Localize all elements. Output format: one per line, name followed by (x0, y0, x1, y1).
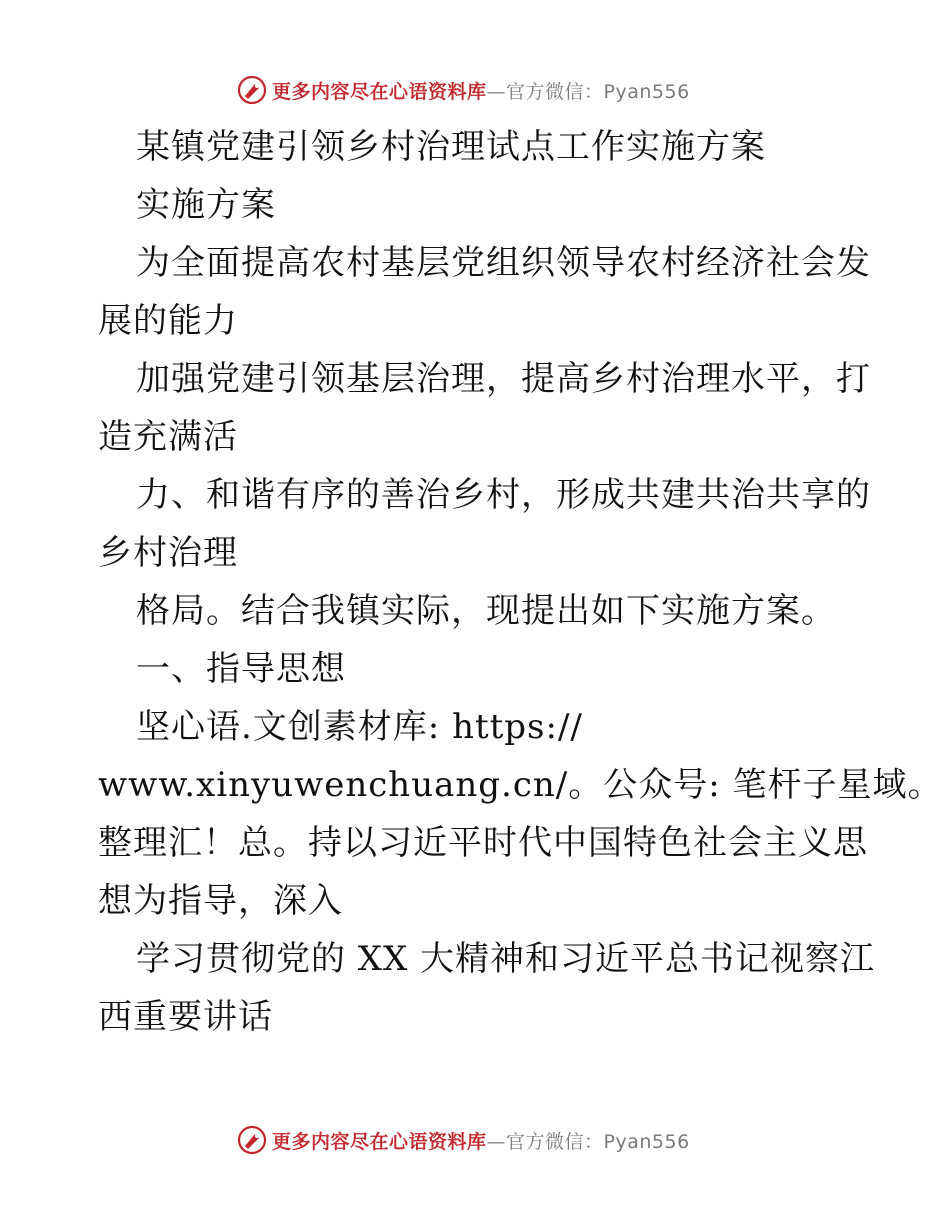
header-watermark (236, 73, 716, 107)
text-line: 西重要讲话 (98, 997, 273, 1037)
watermark-text: 更多内容尽在心语资料库—官方微信：Pyan556 (272, 80, 690, 103)
text-line: 实施方案 (136, 185, 276, 225)
text-line: 力、和谐有序的善治乡村，形成共建共治共享的 (136, 475, 871, 515)
text-line: 格局。结合我镇实际，现提出如下实施方案。 (136, 591, 836, 631)
footer-watermark (236, 1123, 716, 1157)
text-line: 某镇党建引领乡村治理试点工作实施方案 (136, 127, 766, 167)
text-line: 学习贯彻党的 XX 大精神和习近平总书记视察江 (136, 939, 876, 979)
watermark-text: 更多内容尽在心语资料库—官方微信：Pyan556 (272, 1130, 690, 1153)
text-line: 乡村治理 (98, 533, 238, 573)
document-body (98, 118, 943, 1046)
text-line: 一、指导思想 (136, 649, 346, 689)
text-line: 整理汇！总。持以习近平时代中国特色社会主义思 (98, 823, 868, 863)
text-line: 想为指导，深入 (98, 881, 343, 921)
text-line: 为全面提高农村基层党组织领导农村经济社会发 (136, 243, 871, 283)
text-line: 坚心语.文创素材库: https:// (136, 707, 583, 747)
pen-nib-logo-icon (236, 74, 268, 106)
text-line: 加强党建引领基层治理，提高乡村治理水平，打 (136, 359, 871, 399)
text-line: 展的能力 (98, 301, 238, 341)
pen-nib-logo-icon (236, 1124, 268, 1156)
text-line: www.xinyuwenchuang.cn/。公众号: 笔杆子星域。 (98, 765, 943, 805)
text-line: 造充满活 (98, 417, 238, 457)
